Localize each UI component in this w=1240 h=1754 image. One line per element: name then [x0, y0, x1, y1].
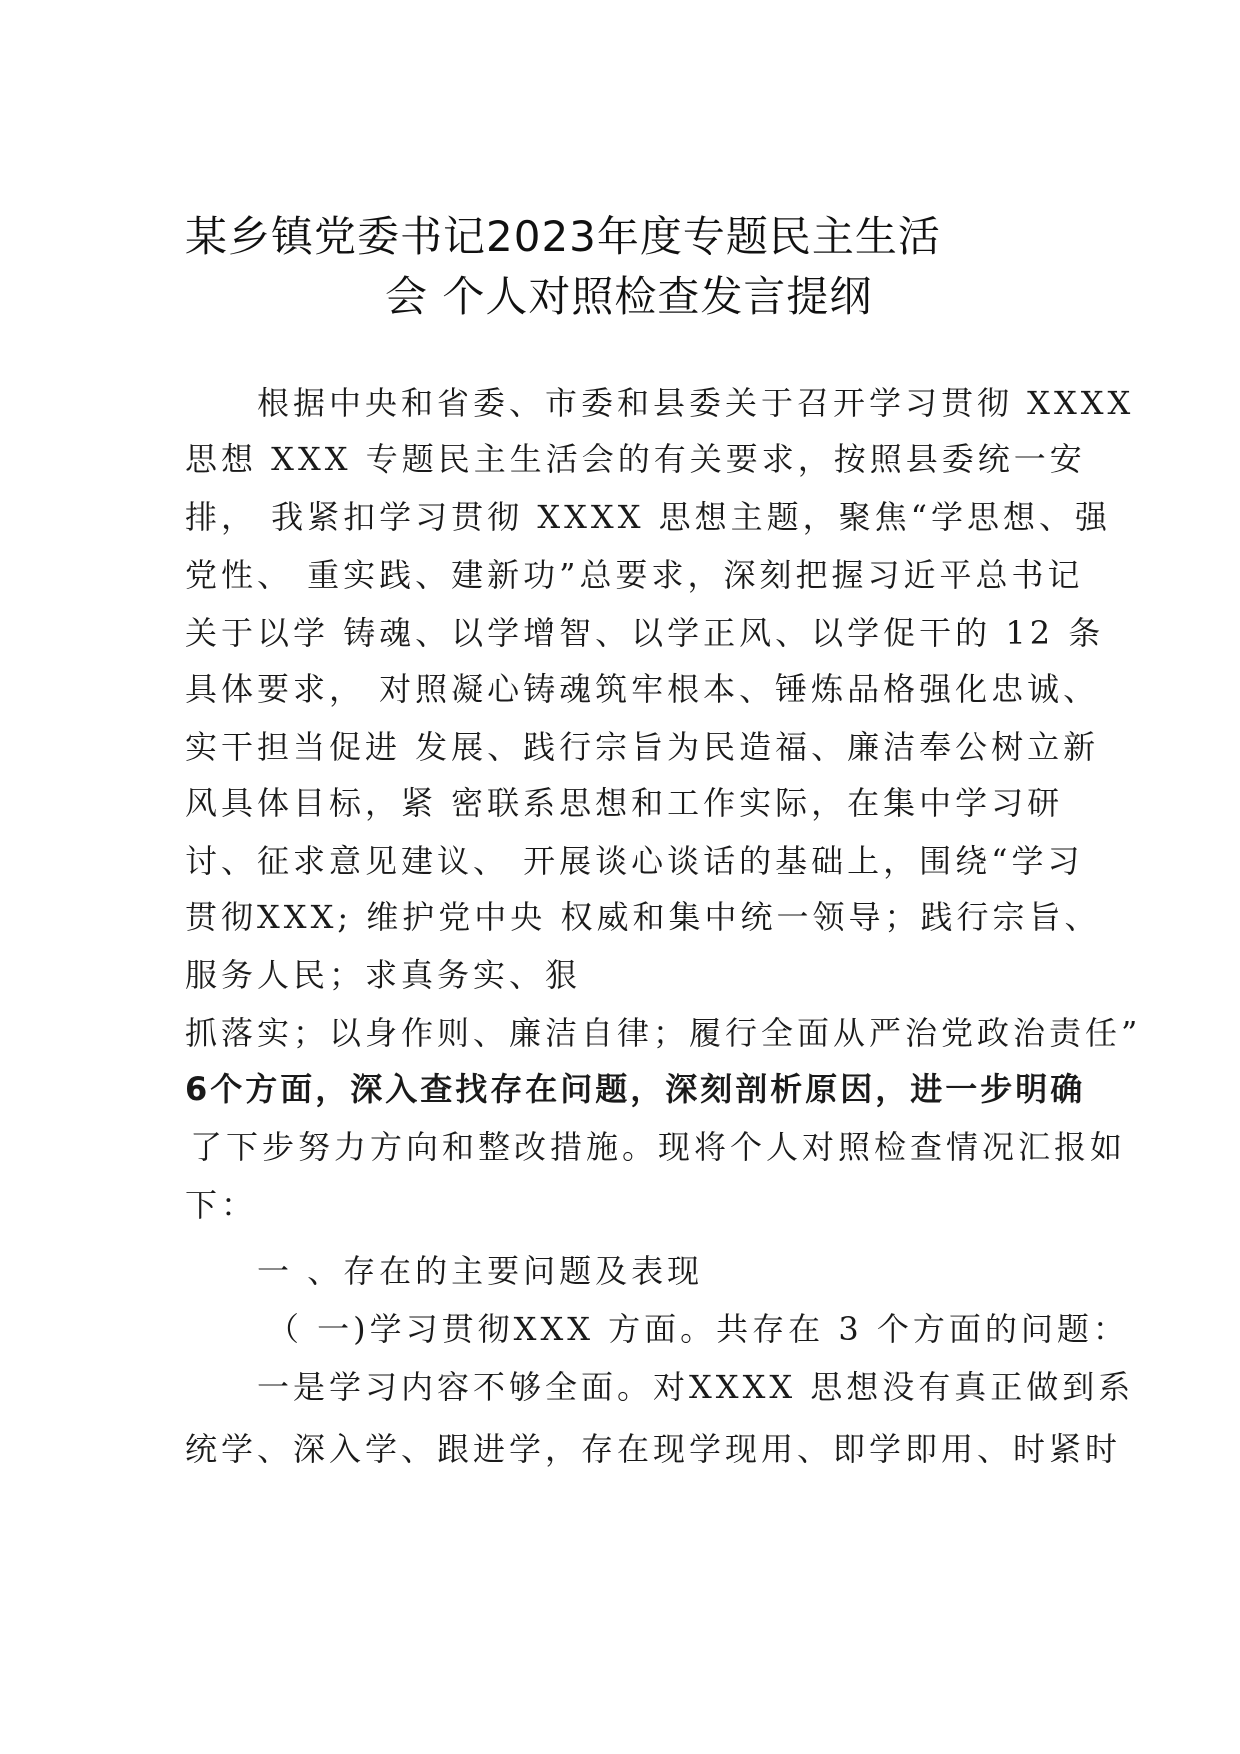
paragraph-line: 了下步努力方向和整改措施。现将个人对照检查情况汇报如 [190, 1128, 1127, 1166]
paragraph-line: 抓落实；以身作则、廉洁自律；履行全面从严治党政治责任” [185, 1014, 1142, 1052]
subsection-heading: （ 一)学习贯彻XXX 方面。共存在 3 个方面的问题： [267, 1310, 1129, 1348]
paragraph-line: 具体要求， 对照凝心铸魂筑牢根本、锤炼品格强化忠诚、 [185, 670, 1100, 708]
paragraph-line: 贯彻XXX; 维护党中央 权威和集中统一领导；践行宗旨、 [185, 898, 1101, 936]
paragraph-line: 统学、深入学、跟进学，存在现学现用、即学即用、时紧时 [185, 1430, 1122, 1468]
paragraph-line: 根据中央和省委、市委和县委关于召开学习贯彻 XXXX [257, 384, 1135, 422]
document-title-line-2: 会 个人对照检查发言提纲 [385, 272, 873, 321]
paragraph-line: 服务人民；求真务实、狠 [185, 956, 582, 994]
paragraph-line: 下： [185, 1186, 258, 1224]
section-heading: 一 、存在的主要问题及表现 [257, 1252, 704, 1290]
paragraph-line: 一是学习内容不够全面。对XXXX 思想没有真正做到系 [257, 1368, 1135, 1406]
paragraph-line-bold: 6个方面，深入查找存在问题，深刻剖析原因，进一步明确 [185, 1070, 1086, 1108]
paragraph-line: 党性、 重实践、建新功”总要求，深刻把握习近平总书记 [185, 556, 1084, 594]
paragraph-line: 思想 XXX 专题民主生活会的有关要求，按照县委统一安 [185, 440, 1086, 478]
paragraph-line: 风具体目标，紧 密联系思想和工作实际，在集中学习研 [185, 784, 1064, 822]
paragraph-line: 关于以学 铸魂、以学增智、以学正风、以学促干的 12 条 [185, 614, 1105, 652]
paragraph-line: 排， 我紧扣学习贯彻 XXXX 思想主题，聚焦“学思想、强 [185, 498, 1112, 536]
paragraph-line: 实干担当促进 发展、践行宗旨为民造福、廉洁奉公树立新 [185, 728, 1100, 766]
document-title-line-1: 某乡镇党委书记2023年度专题民主生活 [185, 212, 941, 261]
paragraph-line: 讨、征求意见建议、 开展谈心谈话的基础上，围绕“学习 [185, 842, 1084, 880]
